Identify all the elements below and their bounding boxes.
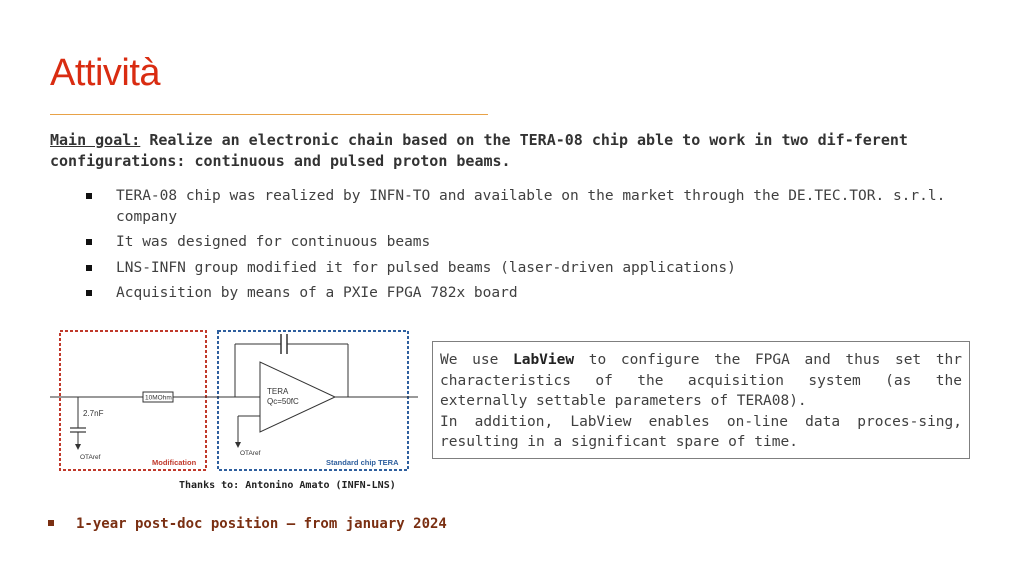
capacitor-label: 2.7nF <box>83 409 104 418</box>
bullet-text: LNS-INFN group modified it for pulsed beams (laser-driven applications) <box>116 259 736 276</box>
bullet-text: Acquisition by means of a PXIe FPGA 782x board <box>116 285 518 301</box>
main-goal-label: Main goal: <box>50 131 141 149</box>
info-text-pre: We use <box>440 352 513 368</box>
otaref-left-label: OTAref <box>80 454 101 461</box>
resistor-label: 10MOhm <box>145 394 172 402</box>
chip-qc-label: Qc=50fC <box>267 397 299 406</box>
labview-info-box <box>432 341 970 459</box>
footer-note <box>48 516 447 532</box>
info-text-line2: In addition, LabView enables on-line data proces-sing, resulting in a significant spare of time. <box>440 413 962 450</box>
credits-caption: Thanks to: Antonino Amato (INFN-LNS) <box>179 480 396 491</box>
bullet-list <box>86 186 946 309</box>
bullet-item <box>86 186 946 227</box>
main-goal-text: Realize an electronic chain based on the TERA-08 chip able to work in two dif-ferent configurations: continuous and pulsed proton beams. <box>50 131 908 170</box>
slide-title: Attività <box>50 52 161 94</box>
title-underline <box>50 114 488 115</box>
modification-box <box>60 331 206 470</box>
bullet-item <box>86 232 946 253</box>
bullet-text: It was designed for continuous beams <box>116 234 431 250</box>
circuit-diagram <box>50 324 420 474</box>
otaref-right-label: OTAref <box>240 450 261 457</box>
chip-name-label: TERA <box>267 387 289 396</box>
square-bullet-icon <box>86 265 92 271</box>
footer-text: 1-year post-doc position – from january 2024 <box>76 516 447 532</box>
modification-label: Modification <box>152 458 197 467</box>
bullet-item <box>86 283 946 304</box>
square-bullet-icon <box>48 520 54 526</box>
standard-chip-label: Standard chip TERA <box>326 458 399 467</box>
square-bullet-icon <box>86 193 92 199</box>
labview-keyword: LabView <box>512 352 575 368</box>
bullet-text: TERA-08 chip was realized by INFN-TO and available on the market through the DE.TEC.TOR. s.r.l. company <box>116 188 946 225</box>
bullet-item <box>86 258 946 279</box>
main-goal <box>50 130 980 172</box>
square-bullet-icon <box>86 290 92 296</box>
square-bullet-icon <box>86 239 92 245</box>
info-text-post: to configure the FPGA and thus set thr characteristics of the acquisition system (as the externally settable parameters of TERA08). <box>440 352 963 409</box>
